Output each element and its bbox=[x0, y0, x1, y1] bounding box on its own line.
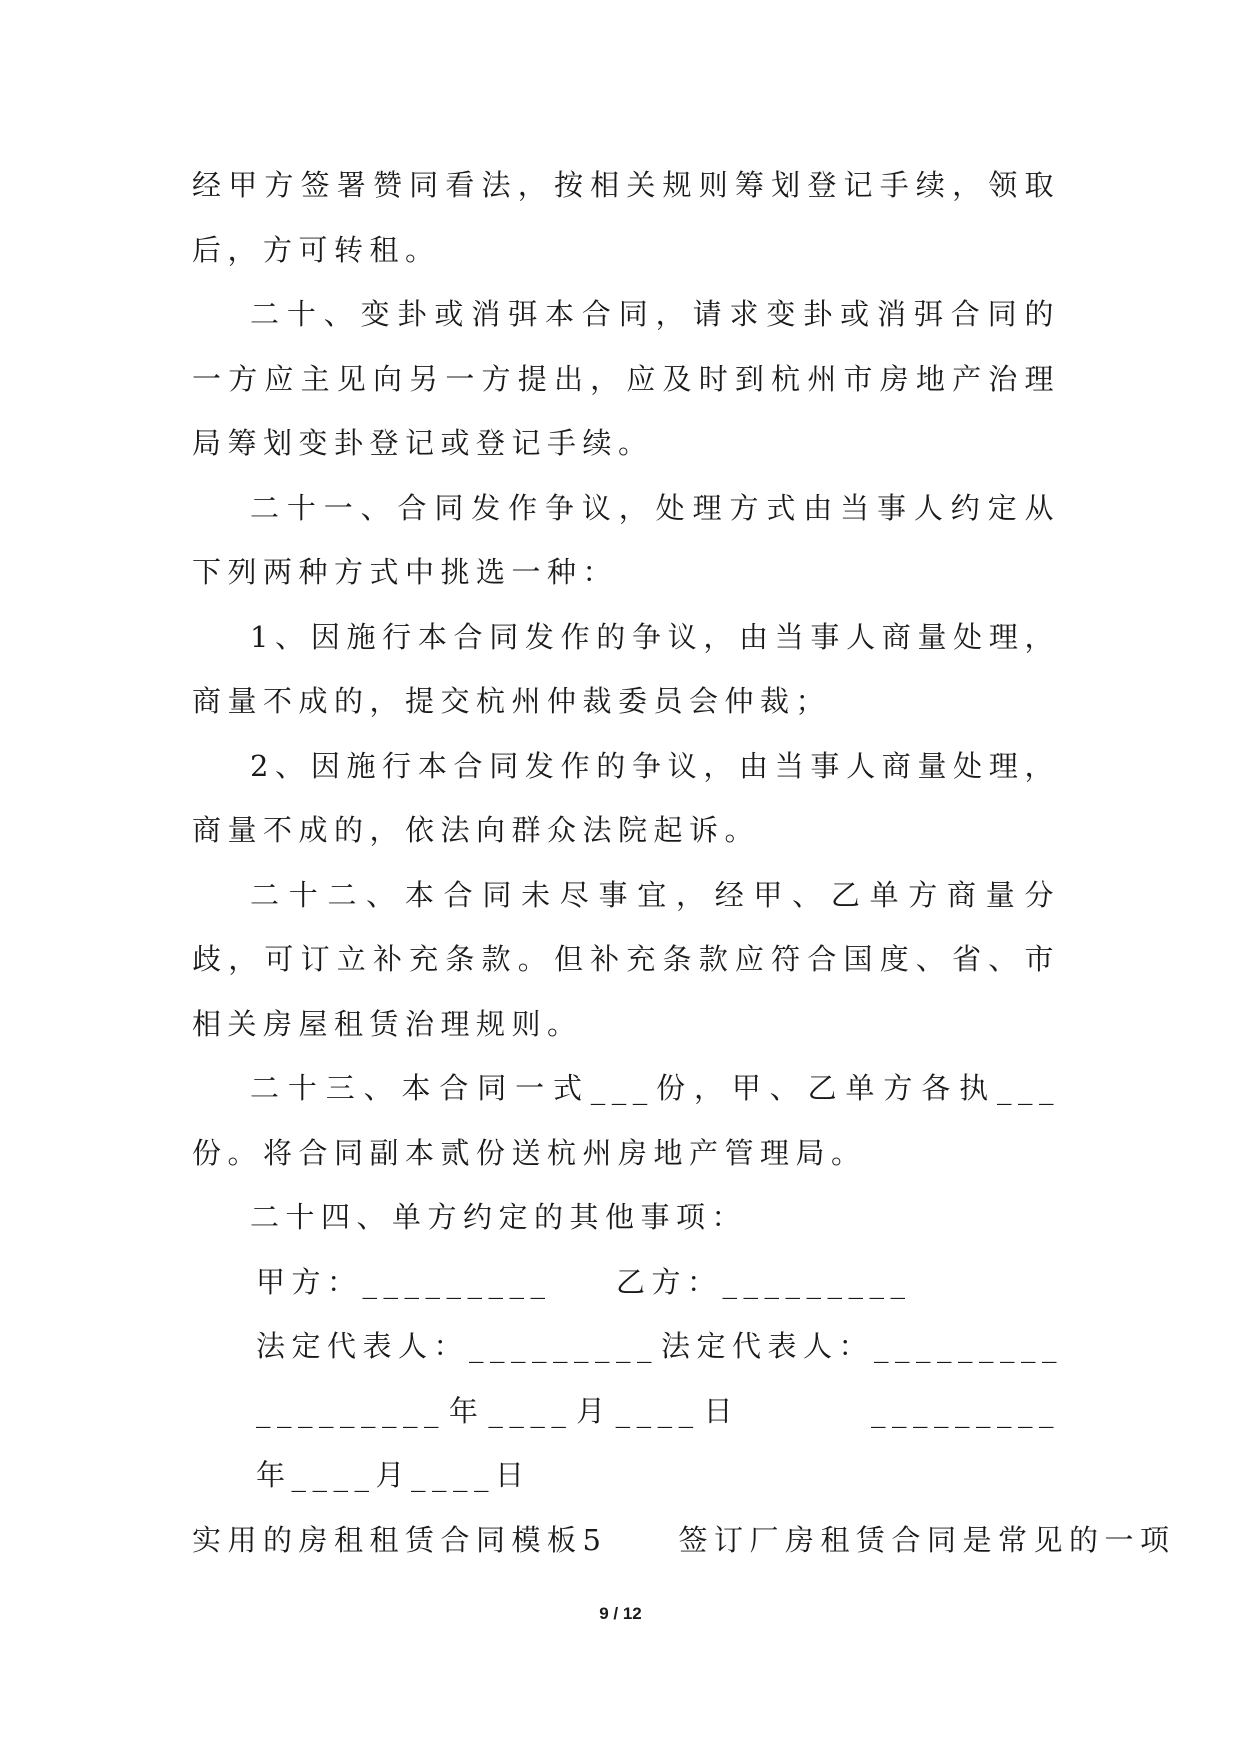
party-a-representative: 法定代表人：_________ bbox=[256, 1329, 659, 1363]
party-a-signature: 甲方：_________ bbox=[256, 1264, 552, 1299]
paragraph-clause-24: 二十四、单方约定的其他事项： bbox=[250, 1200, 748, 1234]
closing-paragraph: 实用的房租租赁合同模板5 签订厂房租赁合同是常见的一项 bbox=[192, 1522, 1176, 1557]
paragraph-option-1: 1、因施行本合同发作的争议，由当事人商量处理，商量不成的，提交杭州仲裁委员会仲裁； bbox=[192, 619, 1060, 718]
paragraph-clause-23: 二十三、本合同一式___份，甲、乙单方各执___份。将合同副本贰份送杭州房地产管理局。 bbox=[192, 1071, 1060, 1170]
signature-date-row bbox=[192, 1379, 1060, 1508]
paragraph-clause-20: 二十、变卦或消弭本合同，请求变卦或消弭合同的一方应主见向另一方提出，应及时到杭州市房地产治理局筹划变卦登记或登记手续。 bbox=[192, 297, 1060, 460]
signature-party-row bbox=[192, 1250, 1060, 1315]
document-body bbox=[192, 153, 1176, 1572]
paragraph-clause-21: 二十一、合同发作争议，处理方式由当事人约定从下列两种方式中挑选一种： bbox=[192, 490, 1060, 589]
page-number: 9 / 12 bbox=[599, 1604, 642, 1623]
party-a-date: _________年____月____日 bbox=[256, 1393, 743, 1428]
paragraph-sublease: 经甲方签署赞同看法，按相关规则筹划登记手续，领取后，方可转租。 bbox=[192, 168, 1060, 267]
paragraph-option-2: 2、因施行本合同发作的争议，由当事人商量处理，商量不成的，依法向群众法院起诉。 bbox=[192, 748, 1060, 847]
party-b-representative: 法定代表人：_________ bbox=[661, 1329, 1064, 1363]
signature-representative-row bbox=[192, 1314, 1064, 1379]
party-b-signature: 乙方：_________ bbox=[616, 1264, 912, 1299]
party-b-date: _________年____月____日 bbox=[256, 1393, 1060, 1492]
paragraph-clause-22: 二十二、本合同未尽事宜，经甲、乙单方商量分歧，可订立补充条款。但补充条款应符合国度、省、市相关房屋租赁治理规则。 bbox=[192, 877, 1060, 1041]
